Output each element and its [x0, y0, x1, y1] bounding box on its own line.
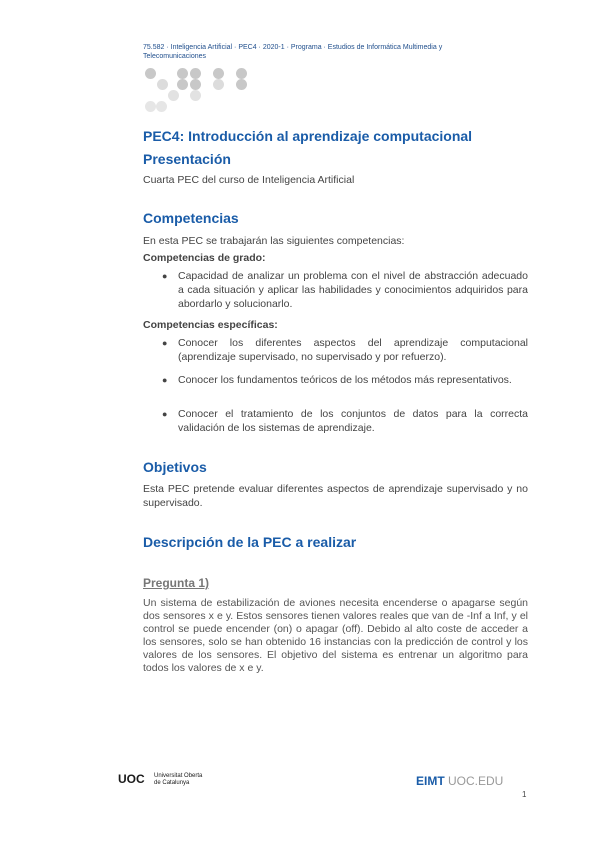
bullet-icon: ●	[162, 338, 168, 348]
competencias-grado-label: Competencias de grado:	[143, 252, 266, 264]
bullet-icon: ●	[162, 375, 168, 385]
bullet-icon: ●	[162, 271, 168, 281]
especifica-item-1: Conocer los diferentes aspectos del aprendizaje computacional (aprendizaje supervisado, no supervisado y por refuerzo).	[178, 337, 528, 363]
presentacion-text: Cuarta PEC del curso de Inteligencia Artificial	[143, 174, 355, 186]
document-title: PEC4: Introducción al aprendizaje computacional	[143, 128, 473, 144]
eimt-logo-text: EIMT	[416, 774, 445, 788]
pregunta-text: Un sistema de estabilización de aviones necesita encenderse o apagarse según dos sensores x e y. Estos sensores tienen valores reales que van de -Inf a Inf, y el control se puede encender (on) o apagar (off). Debido al alto coste de acceder a los sensores, solo se han obtenido 16 instancias con la predicción de control y los valores de los sensores. El objetivo del sistema es entrenar un algoritmo para todos los valores de x e y.	[143, 597, 528, 674]
objetivos-text: Esta PEC pretende evaluar diferentes aspectos de aprendizaje supervisado y no supervisado.	[143, 483, 528, 509]
page-number: 1	[522, 790, 527, 799]
uoc-logo-text: UOC	[118, 772, 145, 786]
running-header	[143, 43, 503, 61]
pregunta-label: Pregunta 1)	[143, 576, 210, 590]
presentacion-heading: Presentación	[143, 151, 231, 167]
especifica-item-3: Conocer el tratamiento de los conjuntos de datos para la correcta validación de los sistemas de aprendizaje.	[178, 408, 528, 434]
bullet-icon: ●	[162, 409, 168, 419]
competencias-especificas-label: Competencias específicas:	[143, 319, 278, 331]
competencias-intro: En esta PEC se trabajarán las siguientes competencias:	[143, 235, 405, 247]
header-line-1: 75.582 · Inteligencia Artificial · PEC4 · 2020-1 · Programa · Estudios de Informática Multimedia y	[143, 44, 443, 51]
competencias-heading: Competencias	[143, 210, 239, 226]
descripcion-heading: Descripción de la PEC a realizar	[143, 534, 357, 550]
eimt-logo-domain: UOC.EDU	[448, 774, 504, 788]
grado-item-1: Capacidad de analizar un problema con el nivel de abstracción adecuado a cada situación y aplicar las habilidades y conocimientos adquiridos para abordarlo y solucionarlo.	[178, 270, 528, 310]
decorative-dots-logo	[143, 66, 253, 116]
header-line-2: Telecomunicaciones	[143, 53, 207, 60]
uoc-logo-subtitle: Universitat Oberta de Catalunya	[154, 772, 203, 786]
especifica-item-2: Conocer los fundamentos teóricos de los métodos más representativos.	[178, 374, 512, 386]
objetivos-heading: Objetivos	[143, 459, 207, 475]
eimt-logo	[416, 774, 503, 788]
uoc-logo	[118, 772, 202, 787]
